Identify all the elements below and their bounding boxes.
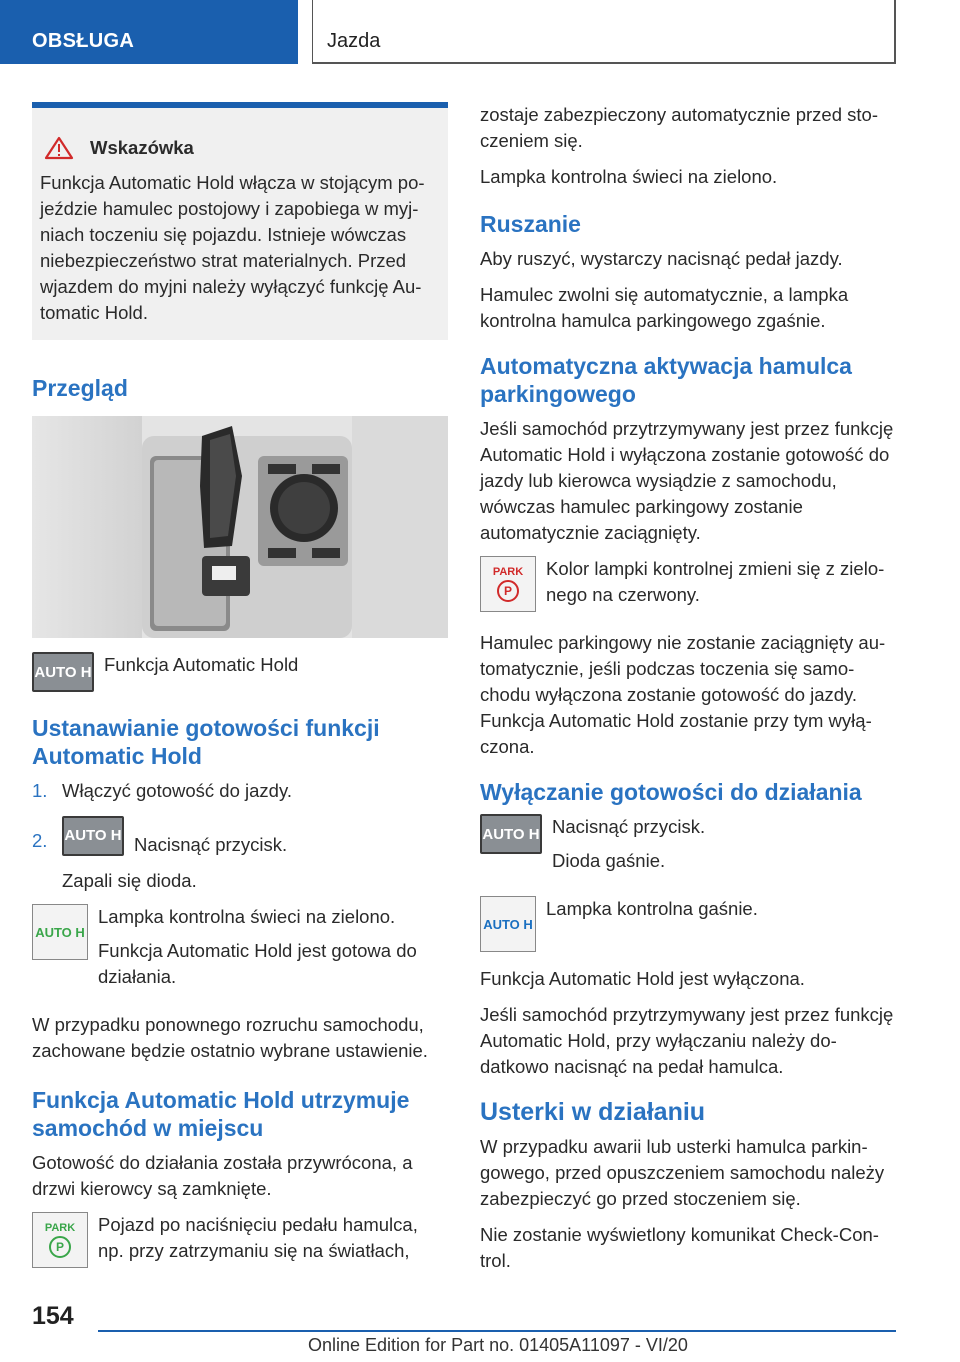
off-brake-text: Jeśli samochód przytrzymywany jest przez funkcję Automatic Hold, przy wyłączaniu należy dodatkowo nacisnąć na pedał hamulca. bbox=[480, 1004, 894, 1077]
lamp-text-1: Lampka kontrolna świeci na zielono. bbox=[98, 906, 396, 927]
list-item bbox=[32, 778, 448, 804]
gear-selector-photo bbox=[32, 416, 448, 638]
auto-h-button[interactable] bbox=[32, 652, 94, 692]
step-text: Włączyć gotowość do jazdy. bbox=[62, 780, 292, 801]
button-caption-row bbox=[32, 652, 448, 692]
deactivation-heading: Wyłączanie gotowości do działania bbox=[480, 779, 862, 805]
chapter-title: Jazda bbox=[312, 0, 896, 64]
auto-h-button[interactable] bbox=[62, 816, 124, 856]
right-column bbox=[480, 102, 896, 1284]
auto-h-button-label: AUTO H bbox=[34, 663, 92, 681]
step-number: 1. bbox=[32, 780, 48, 801]
warning-triangle-icon bbox=[44, 136, 80, 160]
auto-h-lamp-off-icon bbox=[480, 896, 536, 952]
auto-h-button[interactable] bbox=[480, 814, 542, 854]
lamp-off-row bbox=[480, 896, 896, 952]
step-number: 2. bbox=[32, 830, 48, 851]
steps-list bbox=[32, 778, 448, 894]
start-text-2: Hamulec zwolni się automatycznie, a lampka kontrolna hamulca parkingowego zgaśnie. bbox=[480, 284, 849, 331]
off-press-text: Nacisnąć przycisk. bbox=[552, 816, 706, 837]
lamp-text-2: Funkcja Automatic Hold jest gotowa do działania. bbox=[98, 940, 417, 987]
fault-text-1: W przypadku awarii lub usterki hamulca parkingowego, przed opuszczeniem samochodu należy zabezpieczyć go przed stoczeniem się. bbox=[480, 1136, 885, 1209]
off-diode-text: Dioda gaśnie. bbox=[552, 850, 666, 871]
hold-text: Gotowość do działania została przywrócona, a drzwi kierowcy są zamknięte. bbox=[32, 1152, 413, 1199]
footer-divider bbox=[98, 1330, 896, 1332]
continued-text: zostaje zabezpieczony automatycznie przed stoczeniem się. bbox=[480, 104, 878, 151]
hold-heading: Funkcja Automatic Hold utrzymuje samochód w miejscu bbox=[32, 1087, 410, 1141]
start-text-1: Aby ruszyć, wystarczy nacisnąć pedał jazdy. bbox=[480, 248, 843, 269]
green-lamp-text: Lampka kontrolna świeci na zielono. bbox=[480, 166, 778, 187]
off-result-text: Funkcja Automatic Hold jest wyłączona. bbox=[480, 968, 805, 989]
warning-title: Wskazówka bbox=[90, 137, 194, 158]
park-red-text: Kolor lampki kontrolnej zmieni się z zielonego na czerwony. bbox=[546, 558, 885, 605]
overview-heading: Przegląd bbox=[32, 375, 128, 401]
auto-h-lamp-label: AUTO H bbox=[35, 924, 85, 940]
edition-note: Online Edition for Part no. 01405A11097 - VI/20 bbox=[308, 1335, 688, 1355]
warning-text: Funkcja Automatic Hold włącza w stojącym pojeździe hamulec postojowy i zapobiega w myjniach toczeniu się pojazdu. Istnieje wówczas niebezpieczeństwo strat materialnych. Przed wjazdem do myjni należy wyłączyć funkcję Automatic Hold. bbox=[40, 172, 425, 323]
section-tab: OBSŁUGA bbox=[0, 0, 298, 64]
button-caption: Funkcja Automatic Hold bbox=[104, 654, 299, 675]
lamp-green-row bbox=[32, 904, 448, 998]
activation-heading: Ustanawianie gotowości funkcji Automatic Hold bbox=[32, 715, 380, 769]
warning-box bbox=[32, 102, 448, 340]
page-number: 154 bbox=[32, 1302, 74, 1330]
park-red-row bbox=[480, 556, 896, 616]
warning-header bbox=[40, 136, 440, 160]
auto-h-lamp-green-icon bbox=[32, 904, 88, 960]
auto-apply-heading: Automatyczna aktywacja hamulca parkingowego bbox=[480, 353, 852, 407]
no-apply-text: Hamulec parkingowy nie zostanie zaciągnięty automatycznie, jeśli podczas toczenia się samochodu wyłączona zostanie gotowość do jazdy. Funkcja Automatic Hold zostanie przy tym wyłączona. bbox=[480, 632, 886, 757]
fault-heading: Usterki w działaniu bbox=[480, 1098, 706, 1126]
park-text: Pojazd po naciśnięciu pedału hamulca, np. przy zatrzymaniu się na światłach, bbox=[98, 1214, 418, 1261]
auto-h-button-label: AUTO H bbox=[64, 827, 122, 844]
step-text: Nacisnąć przycisk. bbox=[134, 834, 288, 855]
fault-text-2: Nie zostanie wyświetlony komunikat Check-Control. bbox=[480, 1224, 879, 1271]
list-item bbox=[32, 814, 448, 858]
off-button-row bbox=[480, 814, 896, 882]
step2-result: Zapali się dioda. bbox=[62, 870, 197, 891]
start-heading: Ruszanie bbox=[480, 211, 581, 237]
auto-apply-text: Jeśli samochód przytrzymywany jest przez funkcję Automatic Hold i wyłączona zostanie gotowość do jazdy lub kierowca wysiądzie z samochodu, wówczas hamulec parkingowy zostanie automatycznie zaciągnięty. bbox=[480, 418, 894, 543]
park-lamp-label: PARK bbox=[44, 1222, 76, 1234]
park-green-row bbox=[32, 1212, 448, 1272]
auto-h-lamp-label: AUTO H bbox=[483, 916, 533, 932]
page-header bbox=[0, 0, 960, 66]
auto-h-button-label: AUTO H bbox=[482, 825, 540, 843]
park-lamp-green-icon bbox=[32, 1212, 88, 1268]
park-lamp-label: PARK bbox=[492, 566, 524, 578]
lamp-off-text: Lampka kontrolna gaśnie. bbox=[546, 898, 758, 919]
park-lamp-symbol: P bbox=[497, 580, 519, 602]
park-lamp-symbol: P bbox=[49, 1236, 71, 1258]
restart-text: W przypadku ponownego rozruchu samochodu, zachowane będzie ostatnio wybrane ustawienie. bbox=[32, 1014, 428, 1061]
left-column bbox=[32, 102, 448, 1286]
park-lamp-red-icon bbox=[480, 556, 536, 612]
